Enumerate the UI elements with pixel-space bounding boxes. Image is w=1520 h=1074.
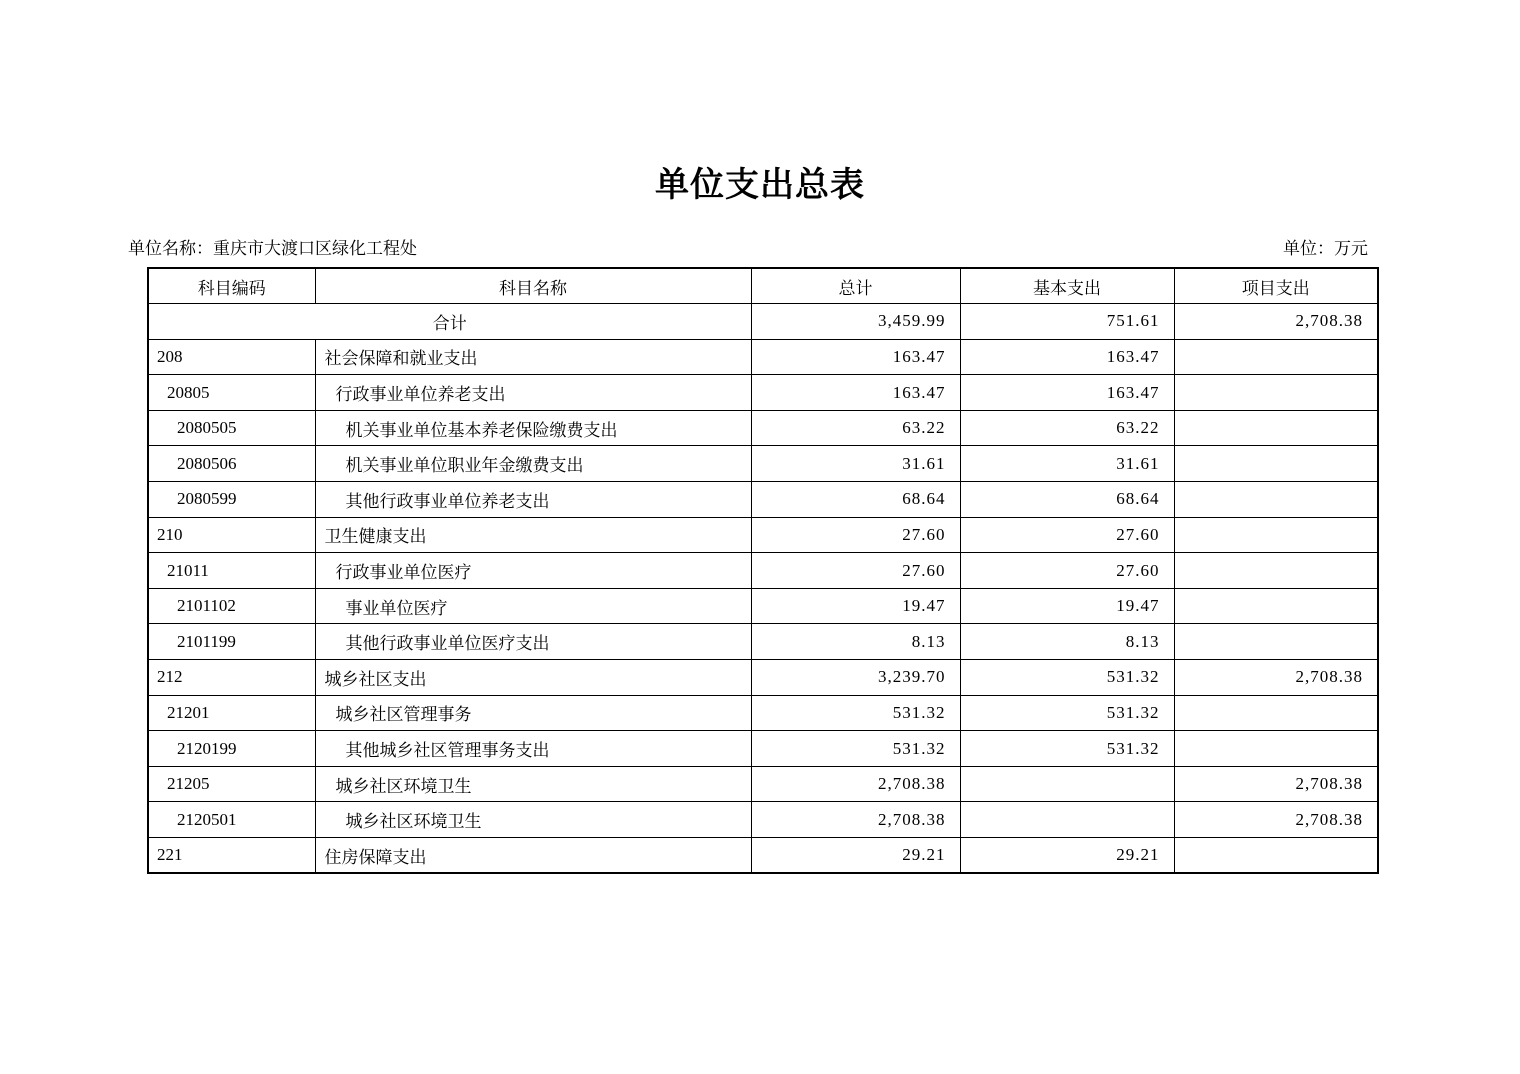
basic-expense-cell: 531.32 (960, 660, 1174, 696)
total-cell: 63.22 (751, 410, 960, 446)
table-row (148, 339, 1378, 375)
subject-name-cell: 其他行政事业单位养老支出 (315, 482, 751, 518)
header-subject-name: 科目名称 (315, 268, 751, 304)
subject-name-cell: 城乡社区管理事务 (315, 695, 751, 731)
project-expense-cell: 2,708.38 (1174, 660, 1378, 696)
basic-expense-cell: 8.13 (960, 624, 1174, 660)
table-header-row (148, 268, 1378, 304)
project-expense-cell (1174, 588, 1378, 624)
basic-expense-cell: 531.32 (960, 731, 1174, 767)
table-row (148, 304, 1378, 340)
subject-code-cell: 2101199 (148, 624, 315, 660)
subject-code-cell: 2080506 (148, 446, 315, 482)
project-expense-cell (1174, 410, 1378, 446)
table-row (148, 766, 1378, 802)
total-cell: 531.32 (751, 695, 960, 731)
total-cell: 19.47 (751, 588, 960, 624)
subject-code-cell: 2120199 (148, 731, 315, 767)
total-cell: 8.13 (751, 624, 960, 660)
table-row (148, 695, 1378, 731)
table-row (148, 838, 1378, 874)
subject-name-cell: 机关事业单位职业年金缴费支出 (315, 446, 751, 482)
subject-code-cell: 2080505 (148, 410, 315, 446)
subject-name-cell: 其他行政事业单位医疗支出 (315, 624, 751, 660)
info-row (128, 236, 1368, 262)
project-expense-cell (1174, 446, 1378, 482)
basic-expense-cell: 163.47 (960, 375, 1174, 411)
table-row (148, 375, 1378, 411)
subject-name-cell: 城乡社区环境卫生 (315, 802, 751, 838)
project-expense-cell (1174, 731, 1378, 767)
basic-expense-cell: 29.21 (960, 838, 1174, 874)
project-expense-cell (1174, 624, 1378, 660)
unit-measure-label: 单位：万元 (1283, 239, 1368, 258)
basic-expense-cell: 163.47 (960, 339, 1174, 375)
subject-code-cell: 21205 (148, 766, 315, 802)
project-expense-cell: 2,708.38 (1174, 802, 1378, 838)
total-cell: 531.32 (751, 731, 960, 767)
total-cell: 27.60 (751, 517, 960, 553)
subject-code-cell: 20805 (148, 375, 315, 411)
total-cell: 31.61 (751, 446, 960, 482)
basic-expense-cell: 63.22 (960, 410, 1174, 446)
table-row (148, 553, 1378, 589)
subject-name-cell: 事业单位医疗 (315, 588, 751, 624)
subject-code-cell: 210 (148, 517, 315, 553)
summary-label-cell: 合计 (148, 304, 751, 340)
basic-expense-cell: 27.60 (960, 517, 1174, 553)
subject-name-cell: 住房保障支出 (315, 838, 751, 874)
total-cell: 3,239.70 (751, 660, 960, 696)
total-cell: 3,459.99 (751, 304, 960, 340)
project-expense-cell (1174, 517, 1378, 553)
total-cell: 27.60 (751, 553, 960, 589)
project-expense-cell (1174, 838, 1378, 874)
subject-code-cell: 2080599 (148, 482, 315, 518)
basic-expense-cell: 19.47 (960, 588, 1174, 624)
subject-code-cell: 212 (148, 660, 315, 696)
subject-code-cell: 2120501 (148, 802, 315, 838)
total-cell: 163.47 (751, 375, 960, 411)
table-row (148, 482, 1378, 518)
table-row (148, 731, 1378, 767)
table-row (148, 802, 1378, 838)
subject-code-cell: 208 (148, 339, 315, 375)
subject-name-cell: 其他城乡社区管理事务支出 (315, 731, 751, 767)
project-expense-cell (1174, 695, 1378, 731)
total-cell: 68.64 (751, 482, 960, 518)
table-row (148, 660, 1378, 696)
subject-code-cell: 21201 (148, 695, 315, 731)
table-body (148, 304, 1378, 874)
table-row (148, 446, 1378, 482)
project-expense-cell (1174, 375, 1378, 411)
basic-expense-cell: 68.64 (960, 482, 1174, 518)
header-project-expense: 项目支出 (1174, 268, 1378, 304)
header-subject-code: 科目编码 (148, 268, 315, 304)
project-expense-cell: 2,708.38 (1174, 766, 1378, 802)
header-total: 总计 (751, 268, 960, 304)
table-row (148, 517, 1378, 553)
subject-name-cell: 城乡社区支出 (315, 660, 751, 696)
total-cell: 29.21 (751, 838, 960, 874)
project-expense-cell (1174, 553, 1378, 589)
basic-expense-cell: 31.61 (960, 446, 1174, 482)
subject-name-cell: 机关事业单位基本养老保险缴费支出 (315, 410, 751, 446)
project-expense-cell (1174, 339, 1378, 375)
total-cell: 163.47 (751, 339, 960, 375)
subject-name-cell: 社会保障和就业支出 (315, 339, 751, 375)
header-basic-expense: 基本支出 (960, 268, 1174, 304)
total-cell: 2,708.38 (751, 802, 960, 838)
table-row (148, 410, 1378, 446)
subject-name-cell: 行政事业单位医疗 (315, 553, 751, 589)
project-expense-cell (1174, 482, 1378, 518)
basic-expense-cell (960, 802, 1174, 838)
subject-name-cell: 行政事业单位养老支出 (315, 375, 751, 411)
basic-expense-cell: 531.32 (960, 695, 1174, 731)
page-title: 单位支出总表 (655, 167, 865, 204)
subject-name-cell: 城乡社区环境卫生 (315, 766, 751, 802)
basic-expense-cell (960, 766, 1174, 802)
table-row (148, 588, 1378, 624)
project-expense-cell: 2,708.38 (1174, 304, 1378, 340)
basic-expense-cell: 751.61 (960, 304, 1174, 340)
subject-code-cell: 21011 (148, 553, 315, 589)
subject-name-cell: 卫生健康支出 (315, 517, 751, 553)
unit-name-label: 单位名称：重庆市大渡口区绿化工程处 (128, 239, 417, 258)
subject-code-cell: 221 (148, 838, 315, 874)
table-row (148, 624, 1378, 660)
basic-expense-cell: 27.60 (960, 553, 1174, 589)
subject-code-cell: 2101102 (148, 588, 315, 624)
total-cell: 2,708.38 (751, 766, 960, 802)
expenditure-table (147, 267, 1379, 874)
